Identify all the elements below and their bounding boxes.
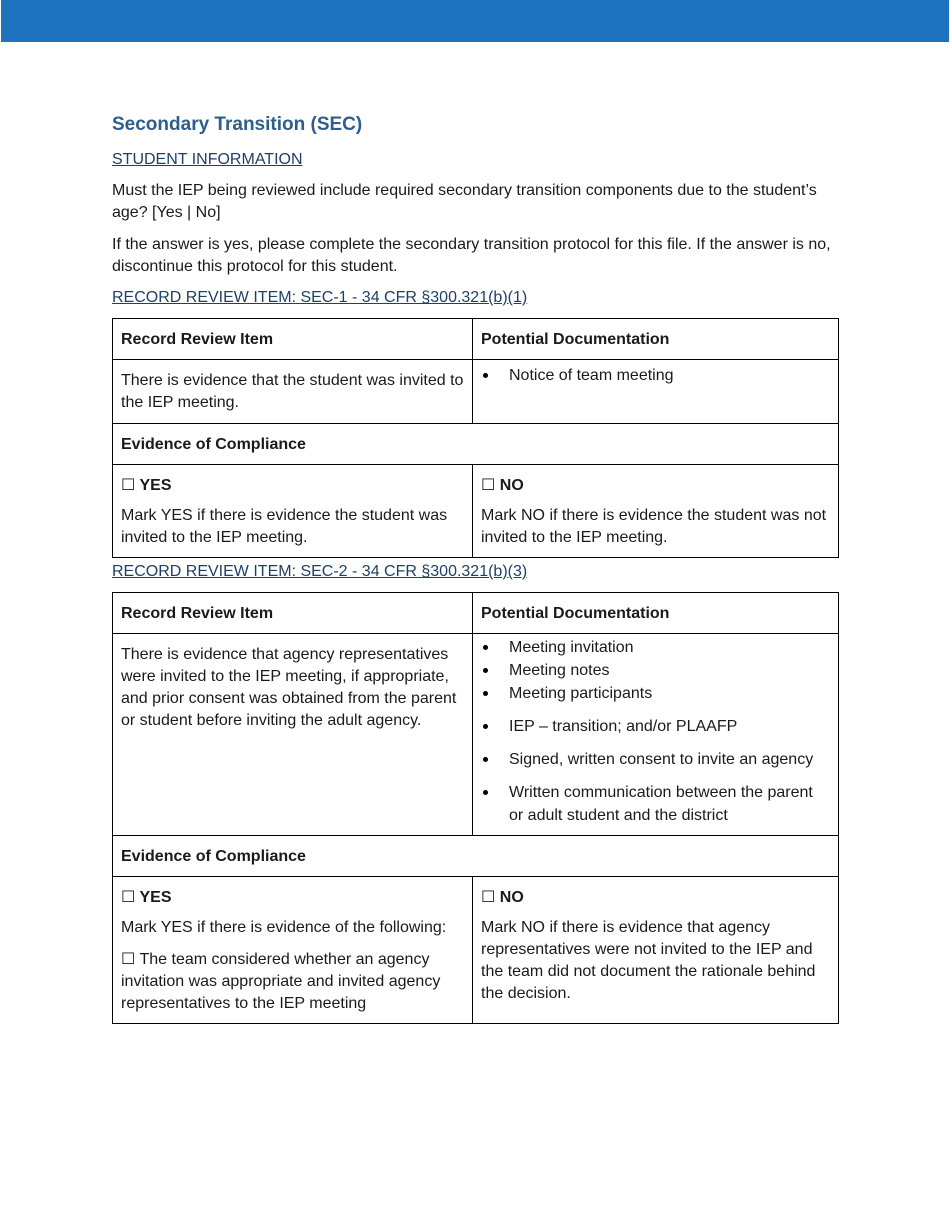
sec2-yes-label: YES [139,889,172,906]
sec1-table [112,318,839,558]
sec2-no-checkbox[interactable] [481,887,830,909]
student-age-question: Must the IEP being reviewed include required secondary transition components due to the student’s age? [Yes | No] [112,182,817,221]
checkbox-icon: ☐ [481,477,496,494]
checkbox-icon: ☐ [121,889,136,906]
sec1-no-text: Mark NO if there is evidence the student was not invited to the IEP meeting. [481,507,827,546]
sec1-col1-header: Record Review Item [113,319,473,360]
sec2-heading[interactable]: RECORD REVIEW ITEM: SEC-2 - 34 CFR §300.321(b)(3) [112,563,528,580]
sec2-no-cell [473,877,839,1024]
sec1-no-label: NO [499,477,524,494]
sec2-doc-item: Meeting notes [481,659,830,682]
checkbox-icon: ☐ [121,477,136,494]
sec1-no-cell [473,465,839,558]
document-body [112,112,838,1028]
sec1-compliance-header: Evidence of Compliance [113,424,839,465]
sec2-compliance-header: Evidence of Compliance [113,836,839,877]
sec2-doc-item: IEP – transition; and/or PLAAFP [481,715,830,738]
sec2-no-text: Mark NO if there is evidence that agency representatives were not invited to the IEP and the team did not document the rationale behind the decision. [481,919,816,1002]
sec1-heading[interactable]: RECORD REVIEW ITEM: SEC-1 - 34 CFR §300.321(b)(1) [112,289,528,306]
sec1-yes-text: Mark YES if there is evidence the student was invited to the IEP meeting. [121,507,448,546]
sec1-doc-item: Notice of team meeting [481,364,830,387]
header-bar [1,0,949,42]
sec2-documentation [473,634,839,836]
student-info-heading[interactable]: STUDENT INFORMATION [112,151,303,168]
checkbox-icon: ☐ [121,951,136,968]
sec2-doc-item: Written communication between the parent or adult student and the district [481,781,830,827]
sec2-item-text: There is evidence that agency representatives were invited to the IEP meeting, if appropriate, and prior consent was obtained from the parent or student before inviting the adult agency. [113,634,473,836]
sec1-no-checkbox[interactable] [481,475,830,497]
sec2-doc-item: Meeting participants [481,682,830,705]
sec2-yes-subitem-text: The team considered whether an agency invitation was appropriate and invited agency representatives to the IEP meeting [121,951,441,1012]
page-title: Secondary Transition (SEC) [112,114,363,135]
protocol-instruction: If the answer is yes, please complete the secondary transition protocol for this file. If the answer is no, discontinue this protocol for this student. [112,236,831,275]
sec2-yes-checkbox[interactable] [121,887,464,909]
sec2-doc-item: Signed, written consent to invite an agency [481,748,830,771]
sec1-documentation [473,360,839,424]
sec1-yes-label: YES [139,477,172,494]
checkbox-icon: ☐ [481,889,496,906]
sec2-table [112,592,839,1024]
sec1-item-text: There is evidence that the student was invited to the IEP meeting. [113,360,473,424]
sec1-yes-checkbox[interactable] [121,475,464,497]
sec2-yes-subitem[interactable] [121,949,464,1015]
sec1-col2-header: Potential Documentation [473,319,839,360]
sec2-doc-item: Meeting invitation [481,636,830,659]
sec2-col1-header: Record Review Item [113,593,473,634]
sec1-yes-cell [113,465,473,558]
sec2-col2-header: Potential Documentation [473,593,839,634]
sec2-no-label: NO [499,889,524,906]
sec2-yes-cell [113,877,473,1024]
sec2-yes-text: Mark YES if there is evidence of the following: [121,919,447,936]
